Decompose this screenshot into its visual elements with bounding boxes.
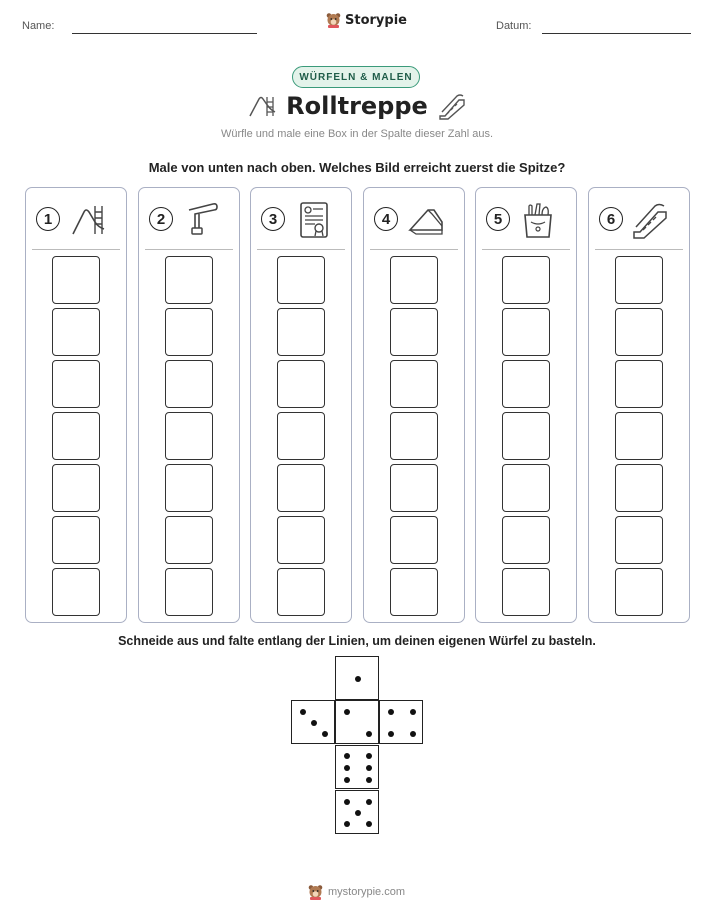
escalator-title-icon [437,92,467,120]
certificate-icon [293,200,333,240]
dice-pip [366,777,372,783]
dice-pip [366,731,372,737]
color-box[interactable] [502,360,550,408]
date-label: Datum: [496,20,532,32]
column-6 [588,187,690,623]
color-box[interactable] [615,256,663,304]
color-box[interactable] [615,516,663,564]
color-box[interactable] [390,516,438,564]
color-box[interactable] [277,464,325,512]
color-box[interactable] [52,568,100,616]
color-box[interactable] [277,360,325,408]
bear-logo-icon [326,12,341,28]
dice-face-2 [335,700,379,744]
dice-pip [322,731,328,737]
footer-url: mystorypie.com [328,886,406,898]
color-box[interactable] [277,516,325,564]
color-box[interactable] [615,464,663,512]
color-box[interactable] [277,568,325,616]
color-box[interactable] [502,516,550,564]
dice-pip [355,676,361,682]
dice-pip [344,777,350,783]
dice-pip [300,709,306,715]
dice-face-5 [335,790,379,834]
dice-pip [311,720,317,726]
color-box[interactable] [277,308,325,356]
color-box[interactable] [165,412,213,460]
dice-face-6 [335,745,379,789]
color-box[interactable] [165,516,213,564]
name-line [72,33,257,34]
column-3 [250,187,352,623]
handrail-icon [181,200,221,240]
color-box[interactable] [390,568,438,616]
color-box[interactable] [165,308,213,356]
column-2 [138,187,240,623]
color-box[interactable] [52,256,100,304]
dice-pip [366,799,372,805]
dice-pip [366,765,372,771]
color-box[interactable] [502,568,550,616]
color-box[interactable] [277,256,325,304]
date-line [542,33,691,34]
column-number: 5 [486,207,510,231]
instruction: Male von unten nach oben. Welches Bild erreicht zuerst die Spitze? [148,160,566,175]
dice-pip [355,810,361,816]
color-box[interactable] [502,308,550,356]
color-box[interactable] [390,256,438,304]
dice-pip [344,753,350,759]
dice-pip [388,709,394,715]
grocery-bag-icon [518,200,558,240]
color-box[interactable] [615,568,663,616]
color-box[interactable] [502,464,550,512]
color-box[interactable] [390,360,438,408]
dice-pip [410,709,416,715]
color-box[interactable] [615,308,663,356]
brand-name: Storypie [345,12,407,28]
color-box[interactable] [52,308,100,356]
column-divider [370,249,458,250]
column-number: 1 [36,207,60,231]
page-title: Rolltreppe [286,92,428,120]
color-box[interactable] [615,360,663,408]
color-box[interactable] [277,412,325,460]
color-box[interactable] [502,412,550,460]
color-box[interactable] [502,256,550,304]
color-box[interactable] [390,464,438,512]
dice-face-4 [379,700,423,744]
slide-title-icon [247,93,277,119]
color-box[interactable] [165,464,213,512]
dice-pip [366,753,372,759]
bear-logo-icon [308,884,323,900]
column-divider [145,249,233,250]
column-number: 4 [374,207,398,231]
color-box[interactable] [390,412,438,460]
activity-badge: WÜRFELN & MALEN [292,66,420,88]
dice-pip [344,821,350,827]
color-box[interactable] [165,256,213,304]
dice-pip [388,731,394,737]
brand-logo [326,12,407,28]
color-box[interactable] [52,412,100,460]
color-box[interactable] [52,516,100,564]
column-4 [363,187,465,623]
column-divider [32,249,120,250]
dice-pip [344,799,350,805]
dice-face-1 [335,656,379,700]
color-box[interactable] [52,360,100,408]
ramp-icon [406,200,446,240]
column-divider [257,249,345,250]
column-divider [595,249,683,250]
name-label: Name: [22,20,55,32]
column-number: 6 [599,207,623,231]
footer [308,884,405,900]
dice-pip [410,731,416,737]
color-box[interactable] [165,568,213,616]
cut-instruction: Schneide aus und falte entlang der Linien, um deinen eigenen Würfel zu basteln. [118,634,596,648]
column-number: 3 [261,207,285,231]
color-box[interactable] [390,308,438,356]
dice-pip [344,765,350,771]
slide-icon [68,200,108,240]
column-number: 2 [149,207,173,231]
subtitle: Würfle und male eine Box in der Spalte dieser Zahl aus. [220,128,494,140]
column-divider [482,249,570,250]
color-box[interactable] [615,412,663,460]
dice-pip [366,821,372,827]
escalator-icon [631,200,671,240]
dice-pip [344,709,350,715]
dice-face-3 [291,700,335,744]
column-1 [25,187,127,623]
column-5 [475,187,577,623]
color-box[interactable] [52,464,100,512]
color-box[interactable] [165,360,213,408]
